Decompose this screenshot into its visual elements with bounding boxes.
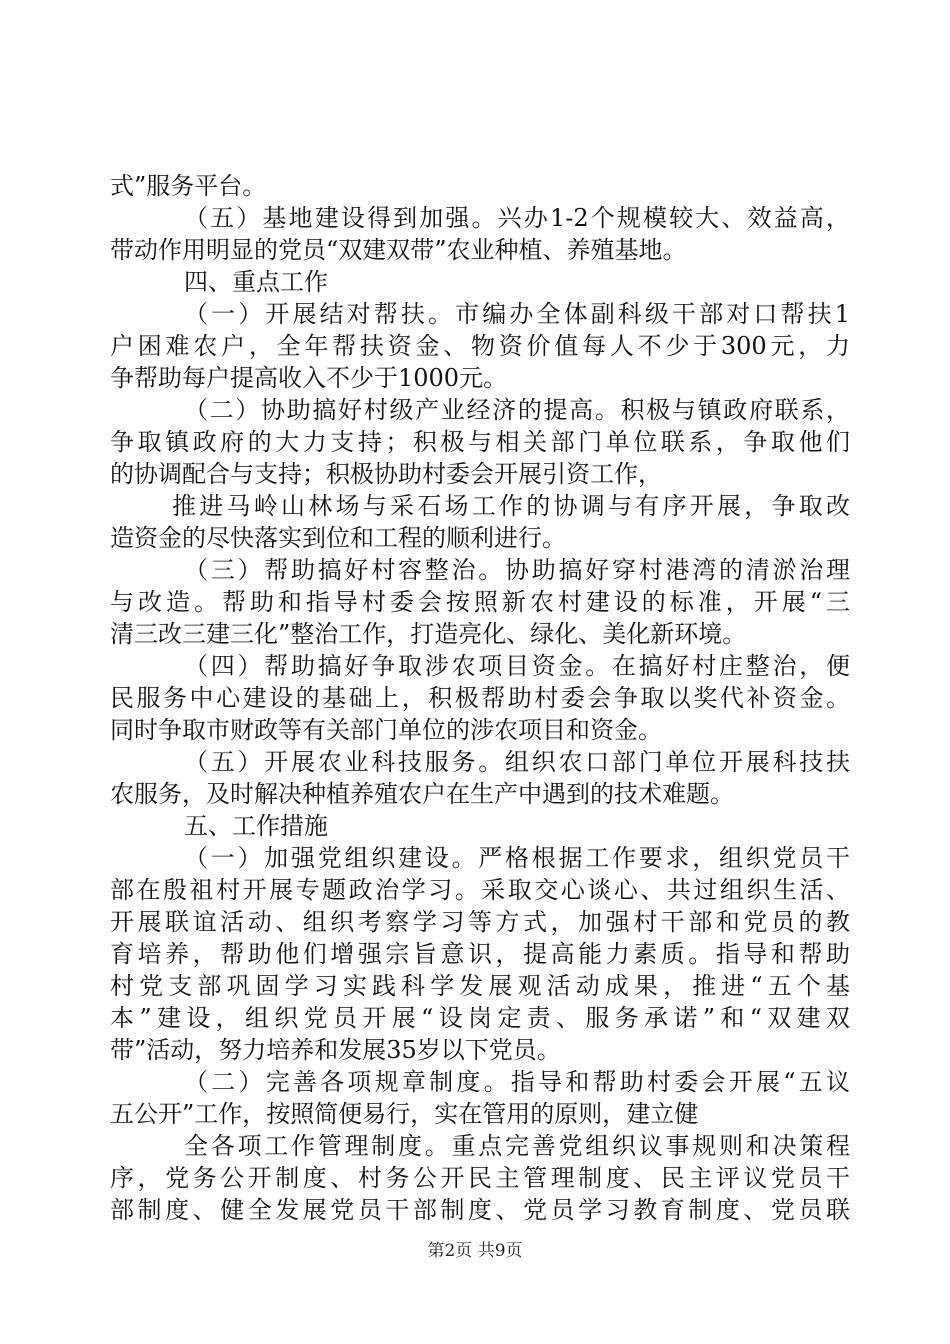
text-line: 带动作用明显的党员“双建双带”农业种植、养殖基地。 [110, 236, 687, 264]
text-line: 村党支部巩固学习实践科学发展观活动成果，推进“五个基 [110, 972, 850, 1000]
text-line: 户困难农户，全年帮扶资金、物资价值每人不少于300元，力 [110, 332, 850, 360]
text-line: 清三改三建三化”整治工作，打造亮化、绿化、美化新环境。 [110, 620, 747, 648]
text-line: 育培养，帮助他们增强宗旨意识，提高能力素质。指导和帮助 [110, 940, 850, 968]
text-line: 民服务中心建设的基础上，积极帮助村委会争取以奖代补资金。 [110, 684, 850, 712]
page-number-footer: 第2页 共9页 [427, 1241, 523, 1261]
text-line: 式”服务平台。 [110, 172, 267, 200]
text-line: 开展联谊活动、组织考察学习等方式，加强村干部和党员的教 [110, 908, 850, 936]
section-heading: 四、重点工作 [184, 268, 328, 296]
text-line: 争帮助每户提高收入不少于1000元。 [110, 364, 508, 392]
text-line: 全各项工作管理制度。重点完善党组织议事规则和决策程 [184, 1132, 850, 1160]
text-line: （四）帮助搞好争取涉农项目资金。在搞好村庄整治，便 [184, 652, 850, 680]
text-line: （二）协助搞好村级产业经济的提高。积极与镇政府联系， [184, 396, 850, 424]
text-line: 争取镇政府的大力支持；积极与相关部门单位联系，争取他们 [110, 428, 850, 456]
text-line: （二）完善各项规章制度。指导和帮助村委会开展“五议 [184, 1068, 850, 1096]
text-line: （一）加强党组织建设。严格根据工作要求，组织党员干 [184, 844, 850, 872]
text-line: （五）基地建设得到加强。兴办1-2个规模较大、效益高， [184, 204, 850, 232]
text-line: 本”建设，组织党员开展“设岗定责、服务承诺”和“双建双 [110, 1004, 850, 1032]
text-line: 推进马岭山林场与采石场工作的协调与有序开展，争取改 [172, 492, 850, 520]
section-heading: 五、工作措施 [184, 812, 328, 840]
text-line: 的协调配合与支持；积极协助村委会开展引资工作， [110, 460, 662, 488]
text-line: （三）帮助搞好村容整治。协助搞好穿村港湾的清淤治理 [184, 556, 850, 584]
text-line: （五）开展农业科技服务。组织农口部门单位开展科技扶 [184, 748, 850, 776]
text-line: 造资金的尽快落实到位和工程的顺利进行。 [110, 524, 566, 552]
text-line: 带”活动，努力培养和发展35岁以下党员。 [110, 1036, 561, 1064]
text-line: 与改造。帮助和指导村委会按照新农村建设的标准，开展“三 [110, 588, 850, 616]
text-line: （一）开展结对帮扶。市编办全体副科级干部对口帮扶1 [184, 300, 850, 328]
text-line: 序，党务公开制度、村务公开民主管理制度、民主评议党员干 [110, 1164, 850, 1192]
text-line: 同时争取市财政等有关部门单位的涉农项目和资金。 [110, 716, 662, 744]
text-line: 五公开”工作，按照简便易行，实在管用的原则，建立健 [110, 1100, 699, 1128]
text-line: 部制度、健全发展党员干部制度、党员学习教育制度、党员联 [110, 1196, 850, 1224]
document-body [110, 170, 850, 1226]
text-line: 农服务，及时解决种植养殖农户在生产中遇到的技术难题。 [110, 780, 734, 808]
text-line: 部在殷祖村开展专题政治学习。采取交心谈心、共过组织生活、 [110, 876, 850, 904]
